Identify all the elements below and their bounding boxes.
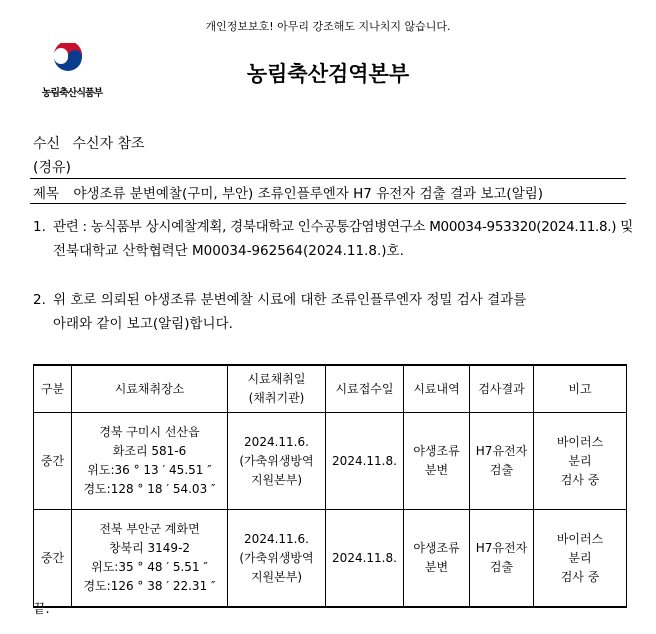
header-type: 구분 — [34, 365, 72, 413]
recipient-value: 수신자 참조 — [72, 136, 145, 152]
paragraph-1 — [33, 215, 633, 263]
privacy-slogan: 개인정보보호! 아무리 강조해도 지나치지 않습니다. — [205, 20, 451, 33]
header-note: 비고 — [534, 365, 627, 413]
table-row — [34, 413, 627, 510]
recipient-line — [33, 133, 145, 153]
table-row — [34, 510, 627, 608]
header-location: 시료채취장소 — [72, 365, 228, 413]
cell-type: 중간 — [34, 413, 72, 510]
organization-title: 농림축산검역본부 — [246, 62, 410, 86]
cell-collection: 2024.11.6. (가축위생방역 지원본부) — [228, 413, 326, 510]
subject-label: 제목 — [33, 186, 60, 202]
header-collection-date: 시료채취일 (채취기관) — [228, 365, 326, 413]
paragraph-line: 아래와 같이 보고(알림)합니다. — [53, 316, 233, 332]
cell-location: 경북 구미시 선산읍 화조리 581-6 위도:36 ° 13 ′ 45.51 ″ 경도:128 ° 18 ′ 54.03 ″ — [72, 413, 228, 510]
logo-text: 농림축산식품부 — [41, 88, 103, 99]
subject-value: 야생조류 분변예찰(구미, 부안) 조류인플루엔자 H7 유전자 검출 결과 보고(알림) — [73, 186, 544, 202]
paragraph-line: 관련 : 농식품부 상시예찰계획, 경북대학교 인수공통감염병연구소 M00034-953320(2024.11.8.) 및 — [53, 219, 633, 235]
cell-note: 바이러스 분리 검사 중 — [534, 413, 627, 510]
cell-sample: 야생조류 분변 — [404, 510, 470, 608]
paragraph-line: 전북대학교 산학협력단 M00034-962564(2024.11.8.)호. — [53, 243, 404, 259]
subject-top-rule — [30, 178, 626, 179]
paragraph-number: 2. — [33, 292, 46, 308]
test-result-table — [33, 364, 627, 608]
cell-received: 2024.11.8. — [326, 510, 404, 608]
cell-collection: 2024.11.6. (가축위생방역 지원본부) — [228, 510, 326, 608]
subject-line — [33, 182, 543, 202]
cell-location: 전북 부안군 계화면 창북리 3149-2 위도:35 ° 48 ′ 5.51 ″ 경도:126 ° 38 ′ 22.31 ″ — [72, 510, 228, 608]
subject-bottom-rule — [30, 203, 626, 204]
cell-sample: 야생조류 분변 — [404, 413, 470, 510]
cell-type: 중간 — [34, 510, 72, 608]
paragraph-2 — [33, 288, 633, 336]
header-result: 검사결과 — [470, 365, 534, 413]
header-received-date: 시료접수일 — [326, 365, 404, 413]
cell-note: 바이러스 분리 검사 중 — [534, 510, 627, 608]
paragraph-line: 위 호로 의뢰된 야생조류 분변예찰 시료에 대한 조류인플루엔자 정밀 검사 결과를 — [53, 292, 527, 308]
via-text: (경유) — [33, 160, 71, 176]
header-sample: 시료내역 — [404, 365, 470, 413]
cell-result: H7유전자 검출 — [470, 413, 534, 510]
recipient-label: 수신 — [33, 136, 61, 152]
via-line — [33, 157, 71, 177]
end-mark: 끝. — [33, 602, 50, 617]
cell-received: 2024.11.8. — [326, 413, 404, 510]
paragraph-number: 1. — [33, 219, 46, 235]
table-header-row — [34, 365, 627, 413]
cell-result: H7유전자 검출 — [470, 510, 534, 608]
